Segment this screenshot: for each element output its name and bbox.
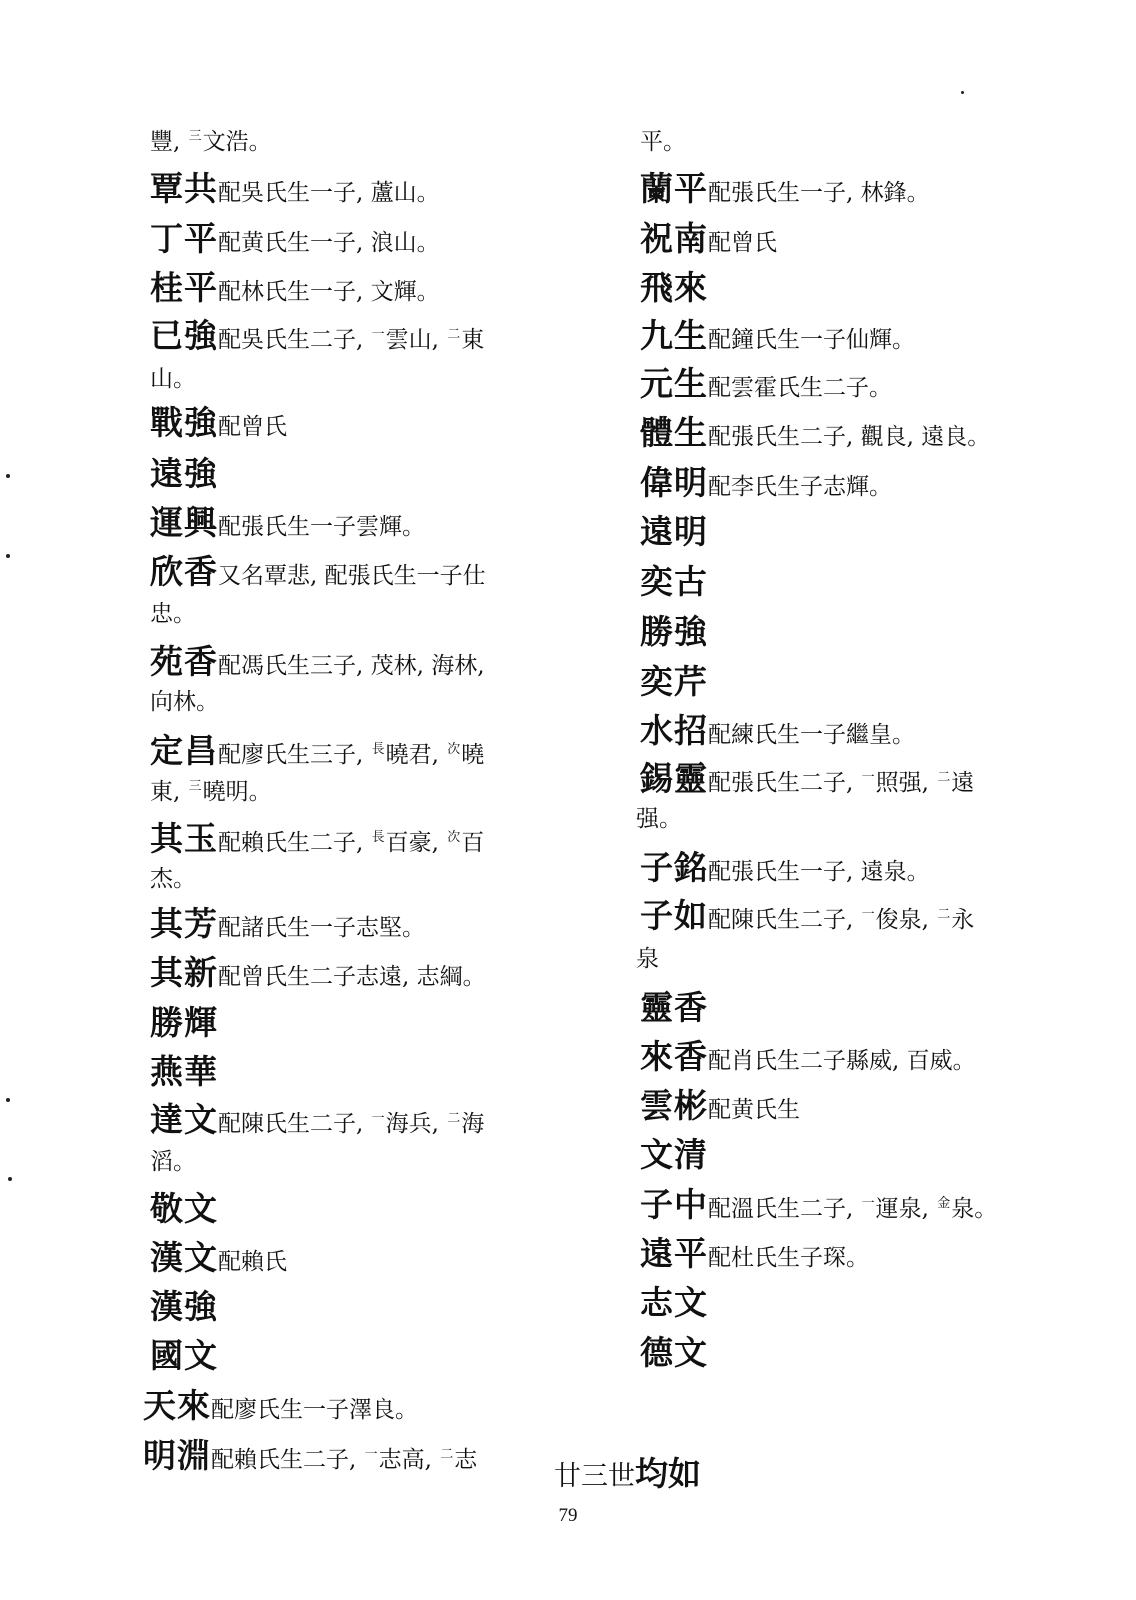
- person-name: 明淵: [143, 1436, 211, 1475]
- person-description: 配肖氏生二子縣威, 百威。: [708, 1048, 976, 1074]
- genealogy-entry: [150, 898, 425, 945]
- person-name: 錫靈: [640, 759, 708, 798]
- scan-speck: [961, 91, 964, 94]
- genealogy-entry: [640, 310, 915, 357]
- person-name: 定昌: [150, 731, 218, 770]
- genealogy-entry: [640, 163, 930, 210]
- genealogy-entry: [150, 1232, 287, 1279]
- genealogy-entry: [640, 506, 708, 553]
- genealogy-entry: [640, 407, 990, 454]
- person-description: 配廖氏生一子澤良。: [211, 1397, 418, 1423]
- person-name: 達文: [150, 1100, 218, 1139]
- person-description: 又名覃悲, 配張氏生一子仕: [218, 563, 486, 589]
- continuation-line: 豐, $^三$文浩。: [150, 129, 272, 155]
- genealogy-entry: [150, 813, 484, 860]
- person-name: 運興: [150, 503, 218, 542]
- person-description: 配賴氏生二子, $^長$百豪, $^次$百: [218, 830, 485, 856]
- person-name: 漢文: [150, 1238, 218, 1277]
- genealogy-entry: [640, 262, 708, 309]
- genealogy-entry: [640, 705, 915, 752]
- person-description: 配吳氏生一子, 蘆山。: [218, 180, 440, 206]
- person-name: 奕芹: [640, 662, 708, 701]
- genealogy-entry: [150, 448, 218, 495]
- scan-speck: [8, 1177, 12, 1181]
- person-description: 配林氏生一子, 文輝。: [218, 279, 440, 305]
- person-name: 勝輝: [150, 1003, 218, 1042]
- person-name: 遠平: [640, 1234, 708, 1273]
- person-description: 配廖氏生三子, $^長$曉君, $^次$曉: [218, 742, 485, 768]
- person-name: 奕古: [640, 562, 708, 601]
- genealogy-entry: [640, 1129, 708, 1176]
- person-name: 戰強: [150, 403, 218, 442]
- person-name: 蘭平: [640, 169, 708, 208]
- person-name: 祝南: [640, 219, 708, 258]
- person-name: 燕華: [150, 1052, 218, 1091]
- person-description: 配張氏生一子, 遠泉。: [708, 859, 930, 885]
- genealogy-entry: [150, 1094, 484, 1141]
- genealogy-entry: [150, 262, 440, 309]
- person-name: 苑香: [150, 642, 218, 681]
- person-name: 丁平: [150, 219, 218, 258]
- person-name: 九生: [640, 316, 708, 355]
- person-description: 配諸氏生一子志堅。: [218, 915, 425, 941]
- person-description: 配張氏生二子, 觀良, 遠良。: [708, 424, 991, 450]
- continuation-line: 泉: [636, 946, 659, 972]
- genealogy-entry: [640, 842, 930, 889]
- genealogy-entry: [640, 556, 708, 603]
- genealogy-entry: [640, 457, 892, 504]
- person-name: 子如: [640, 896, 708, 935]
- person-name: 子中: [640, 1185, 708, 1224]
- person-name: 體生: [640, 413, 708, 452]
- person-name: 靈香: [640, 988, 708, 1027]
- continuation-line: 平。: [640, 129, 686, 155]
- genealogy-entry: [640, 1228, 869, 1275]
- genealogy-entry: [150, 947, 486, 994]
- genealogy-entry: [640, 1031, 976, 1078]
- person-description: 配杜氏生子琛。: [708, 1245, 869, 1271]
- person-name: 勝強: [640, 612, 708, 651]
- genealogy-entry: [150, 1330, 218, 1377]
- genealogy-entry: [640, 1277, 708, 1324]
- genealogy-entry: [150, 497, 425, 544]
- genealogy-entry: [143, 1380, 418, 1427]
- person-name: 天來: [143, 1386, 211, 1425]
- genealogy-entry: [150, 725, 484, 772]
- continuation-line: 向林。: [150, 689, 219, 715]
- person-name: 飛來: [640, 268, 708, 307]
- person-description: 配賴氏生二子, $^一$志高, $^二$志: [211, 1447, 478, 1473]
- person-description: 配曾氏: [218, 414, 287, 440]
- genealogy-entry: [150, 1046, 218, 1093]
- person-name: 來香: [640, 1037, 708, 1076]
- genealogy-entry: [640, 982, 708, 1029]
- genealogy-entry: [150, 997, 218, 1044]
- person-description: 配練氏生一子繼皇。: [708, 722, 915, 748]
- scan-speck: [6, 1098, 10, 1102]
- person-description: 配張氏生一子雲輝。: [218, 514, 425, 540]
- person-name: 文清: [640, 1135, 708, 1174]
- person-description: 配吳氏生二子, $^一$雲山, $^二$東: [218, 327, 485, 353]
- continuation-line: 忠。: [150, 601, 196, 627]
- person-name: 桂平: [150, 268, 218, 307]
- scan-speck: [6, 474, 10, 478]
- person-name: 其新: [150, 953, 218, 992]
- person-name: 其玉: [150, 819, 218, 858]
- genealogy-entry: [640, 753, 974, 800]
- person-description: 配張氏生一子, 林鋒。: [708, 180, 930, 206]
- person-name: 子銘: [640, 848, 708, 887]
- continuation-line: 山。: [150, 366, 196, 392]
- genealogy-entry: [150, 213, 440, 260]
- person-name: 漢強: [150, 1287, 218, 1326]
- genealogy-entry: [150, 310, 484, 357]
- person-description: 配雲霍氏生二子。: [708, 375, 892, 401]
- genealogy-entry: [640, 890, 974, 937]
- person-name: 遠明: [640, 512, 708, 551]
- person-name: 志文: [640, 1283, 708, 1322]
- person-name: 水招: [640, 711, 708, 750]
- scan-speck: [6, 554, 10, 558]
- generation-name: 均如: [635, 1454, 701, 1493]
- person-name: 國文: [150, 1336, 218, 1375]
- person-description: 配陳氏生二子, $^一$海兵, $^二$海: [218, 1111, 485, 1137]
- person-name: 偉明: [640, 463, 708, 502]
- genealogy-entry: [150, 546, 486, 593]
- genealogy-entry: [640, 1327, 708, 1374]
- genealogy-entry: [150, 397, 287, 444]
- genealogy-entry: [150, 636, 485, 683]
- genealogy-entry: [150, 163, 440, 210]
- person-name: 雲彬: [640, 1086, 708, 1125]
- genealogy-entry: [640, 656, 708, 703]
- generation-label: 廿三世: [554, 1461, 635, 1492]
- person-description: 配溫氏生二子, $^一$運泉, $^金$泉。: [708, 1196, 998, 1222]
- continuation-line: 杰。: [150, 866, 196, 892]
- generation-heading: [554, 1448, 701, 1495]
- person-name: 已強: [150, 316, 218, 355]
- person-description: 配鐘氏生一子仙輝。: [708, 327, 915, 353]
- person-name: 欣香: [150, 552, 218, 591]
- genealogy-entry: [640, 606, 708, 653]
- genealogy-entry: [640, 1179, 997, 1226]
- person-name: 元生: [640, 364, 708, 403]
- continuation-line: 滔。: [150, 1149, 196, 1175]
- continuation-line: 東, $^三$曉明。: [150, 779, 272, 805]
- genealogy-entry: [640, 213, 777, 260]
- person-name: 遠強: [150, 454, 218, 493]
- genealogy-entry: [640, 1080, 800, 1127]
- person-description: 配曾氏: [708, 230, 777, 256]
- person-description: 配馮氏生三子, 茂林, 海林,: [218, 653, 485, 679]
- genealogy-entry: [150, 1281, 218, 1328]
- person-name: 覃共: [150, 169, 218, 208]
- person-description: 配黄氏生: [708, 1097, 800, 1123]
- person-description: 配李氏生子志輝。: [708, 474, 892, 500]
- person-name: 敬文: [150, 1189, 218, 1228]
- person-description: 配張氏生二子, $^一$照强, $^二$遠: [708, 770, 975, 796]
- genealogy-entry: [150, 1183, 218, 1230]
- continuation-line: 强。: [636, 806, 682, 832]
- person-description: 配賴氏: [218, 1249, 287, 1275]
- genealogy-entry: [640, 358, 892, 405]
- person-name: 其芳: [150, 904, 218, 943]
- person-description: 配曾氏生二子志遠, 志綱。: [218, 964, 486, 990]
- person-name: 德文: [640, 1333, 708, 1372]
- person-description: 配黄氏生一子, 浪山。: [218, 230, 440, 256]
- person-description: 配陳氏生二子, $^一$俊泉, $^二$永: [708, 907, 975, 933]
- genealogy-entry: [143, 1430, 477, 1477]
- page-number: 79: [558, 1505, 578, 1526]
